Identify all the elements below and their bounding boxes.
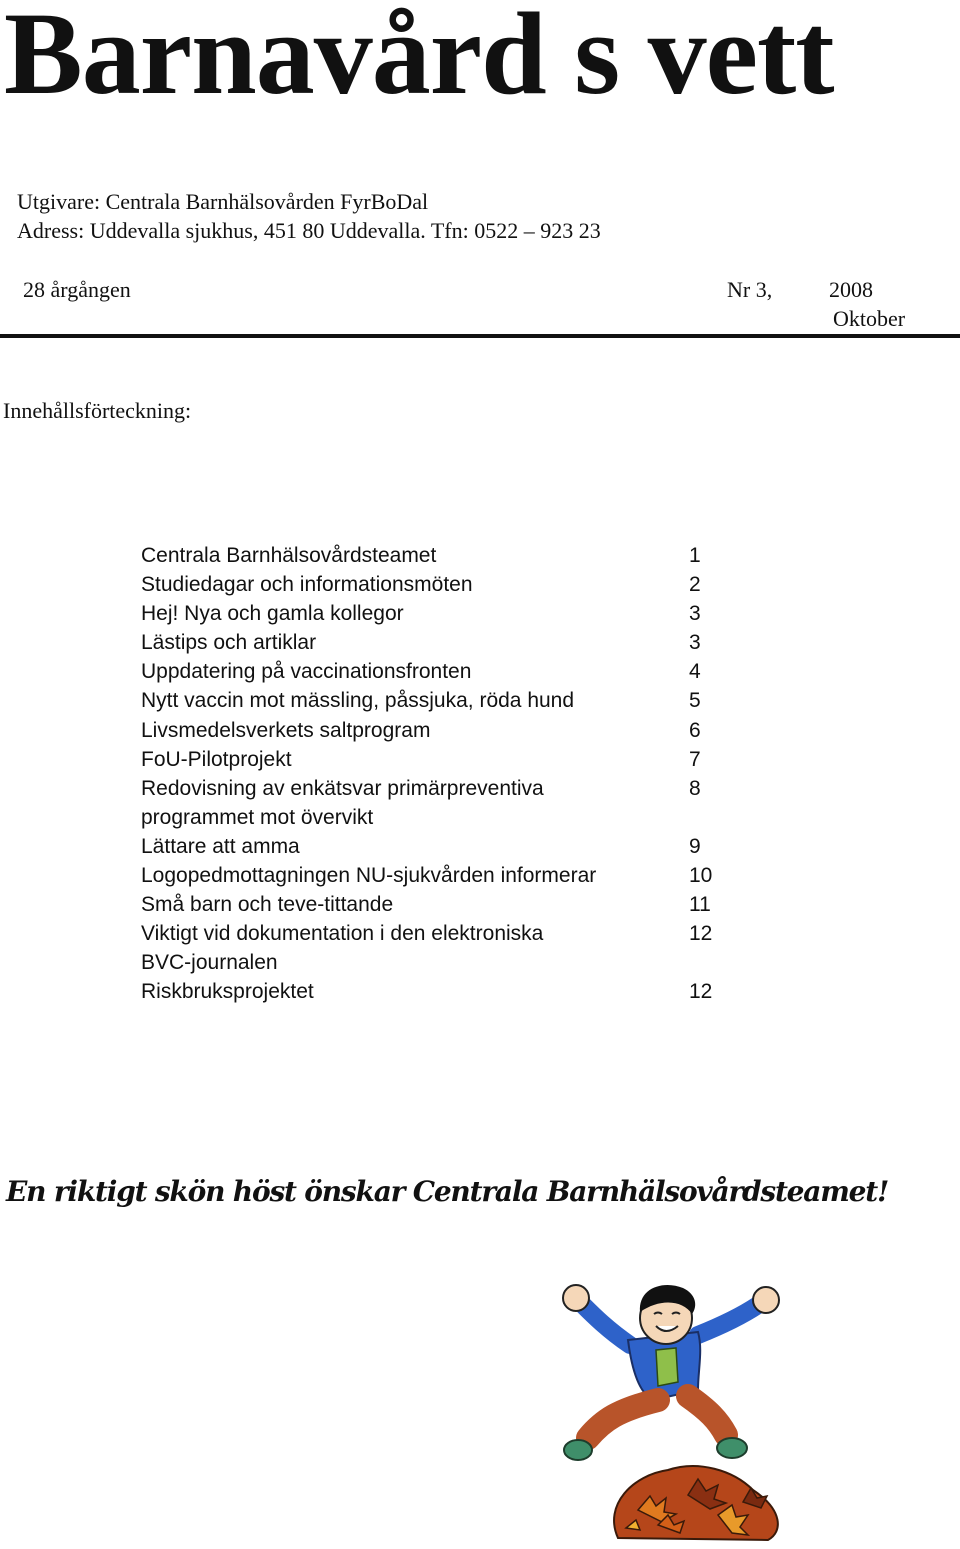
address-line: Adress: Uddevalla sjukhus, 451 80 Uddevalla. Tfn: 0522 – 923 23 — [17, 218, 601, 243]
toc-entry-page: 3 — [689, 631, 701, 655]
toc-entry-page: 6 — [689, 718, 701, 742]
toc-entry — [141, 716, 761, 745]
leaf-pile-icon — [614, 1466, 778, 1540]
toc-entry-title: Små barn och teve-tittande — [141, 893, 394, 917]
toc-entry — [141, 628, 761, 657]
toc-entry — [141, 861, 761, 890]
toc-entry-title: Livsmedelsverkets saltprogram — [141, 718, 431, 742]
toc-entry — [141, 890, 761, 919]
toc-entry — [141, 745, 761, 774]
table-of-contents — [141, 541, 761, 1007]
toc-entry-title: Centrala Barnhälsovårdsteamet — [141, 544, 437, 567]
toc-entry-page: 5 — [689, 689, 701, 713]
publisher-line: Utgivare: Centrala Barnhälsovården FyrBoDal — [17, 189, 429, 214]
volume-label: 28 årgången — [23, 277, 131, 302]
toc-entry-title: Viktigt vid dokumentation i den elektroniska BVC-journalen — [141, 922, 544, 975]
issue-label: Nr 3, — [727, 277, 773, 302]
toc-entry-title: Redovisning av enkätsvar primärpreventiva programmet mot övervikt — [141, 776, 544, 829]
toc-entry — [141, 977, 761, 1006]
toc-entry — [141, 686, 761, 715]
toc-entry-title: FoU-Pilotprojekt — [141, 747, 292, 771]
toc-entry-title: Logopedmottagningen NU-sjukvården informerar — [141, 864, 597, 888]
toc-entry-page: 9 — [689, 834, 701, 858]
toc-entry-page: 3 — [689, 602, 701, 626]
header-divider — [0, 334, 960, 338]
toc-entry-page: 4 — [689, 660, 701, 684]
month-label: Oktober — [833, 306, 906, 331]
toc-entry — [141, 570, 761, 599]
toc-entry-page: 2 — [689, 573, 701, 597]
toc-entry-title: Hej! Nya och gamla kollegor — [141, 602, 404, 626]
toc-entry-title: Lättare att amma — [141, 834, 300, 858]
toc-entry — [141, 919, 761, 977]
toc-entry — [141, 541, 761, 570]
toc-entry-page: 1 — [689, 544, 701, 567]
toc-entry — [141, 774, 761, 832]
toc-heading: Innehållsförteckning: — [3, 398, 192, 423]
toc-entry-page: 11 — [689, 893, 711, 917]
autumn-greeting: En riktigt skön höst önskar Centrala Barnhälsovårdsteamet! — [6, 1175, 889, 1208]
year-label: 2008 — [829, 277, 873, 302]
toc-entry-page: 8 — [689, 776, 701, 800]
toc-entry — [141, 657, 761, 686]
toc-entry-title: Uppdatering på vaccinationsfronten — [141, 660, 472, 684]
toc-entry-title: Nytt vaccin mot mässling, påssjuka, röda hund — [141, 689, 575, 713]
toc-entry-page: 12 — [689, 980, 713, 1004]
toc-entry-page: 12 — [689, 922, 713, 946]
toc-entry — [141, 599, 761, 628]
newsletter-title: Barnavård s vett — [4, 0, 834, 119]
toc-entry — [141, 832, 761, 861]
toc-entry-title: Studiedagar och informationsmöten — [141, 573, 473, 597]
toc-entry-title: Lästips och artiklar — [141, 631, 317, 655]
toc-entry-page: 10 — [689, 864, 713, 888]
boy-jumping-into-leaves-icon — [548, 1270, 798, 1545]
toc-entry-page: 7 — [689, 747, 701, 771]
toc-entry-title: Riskbruksprojektet — [141, 980, 314, 1004]
